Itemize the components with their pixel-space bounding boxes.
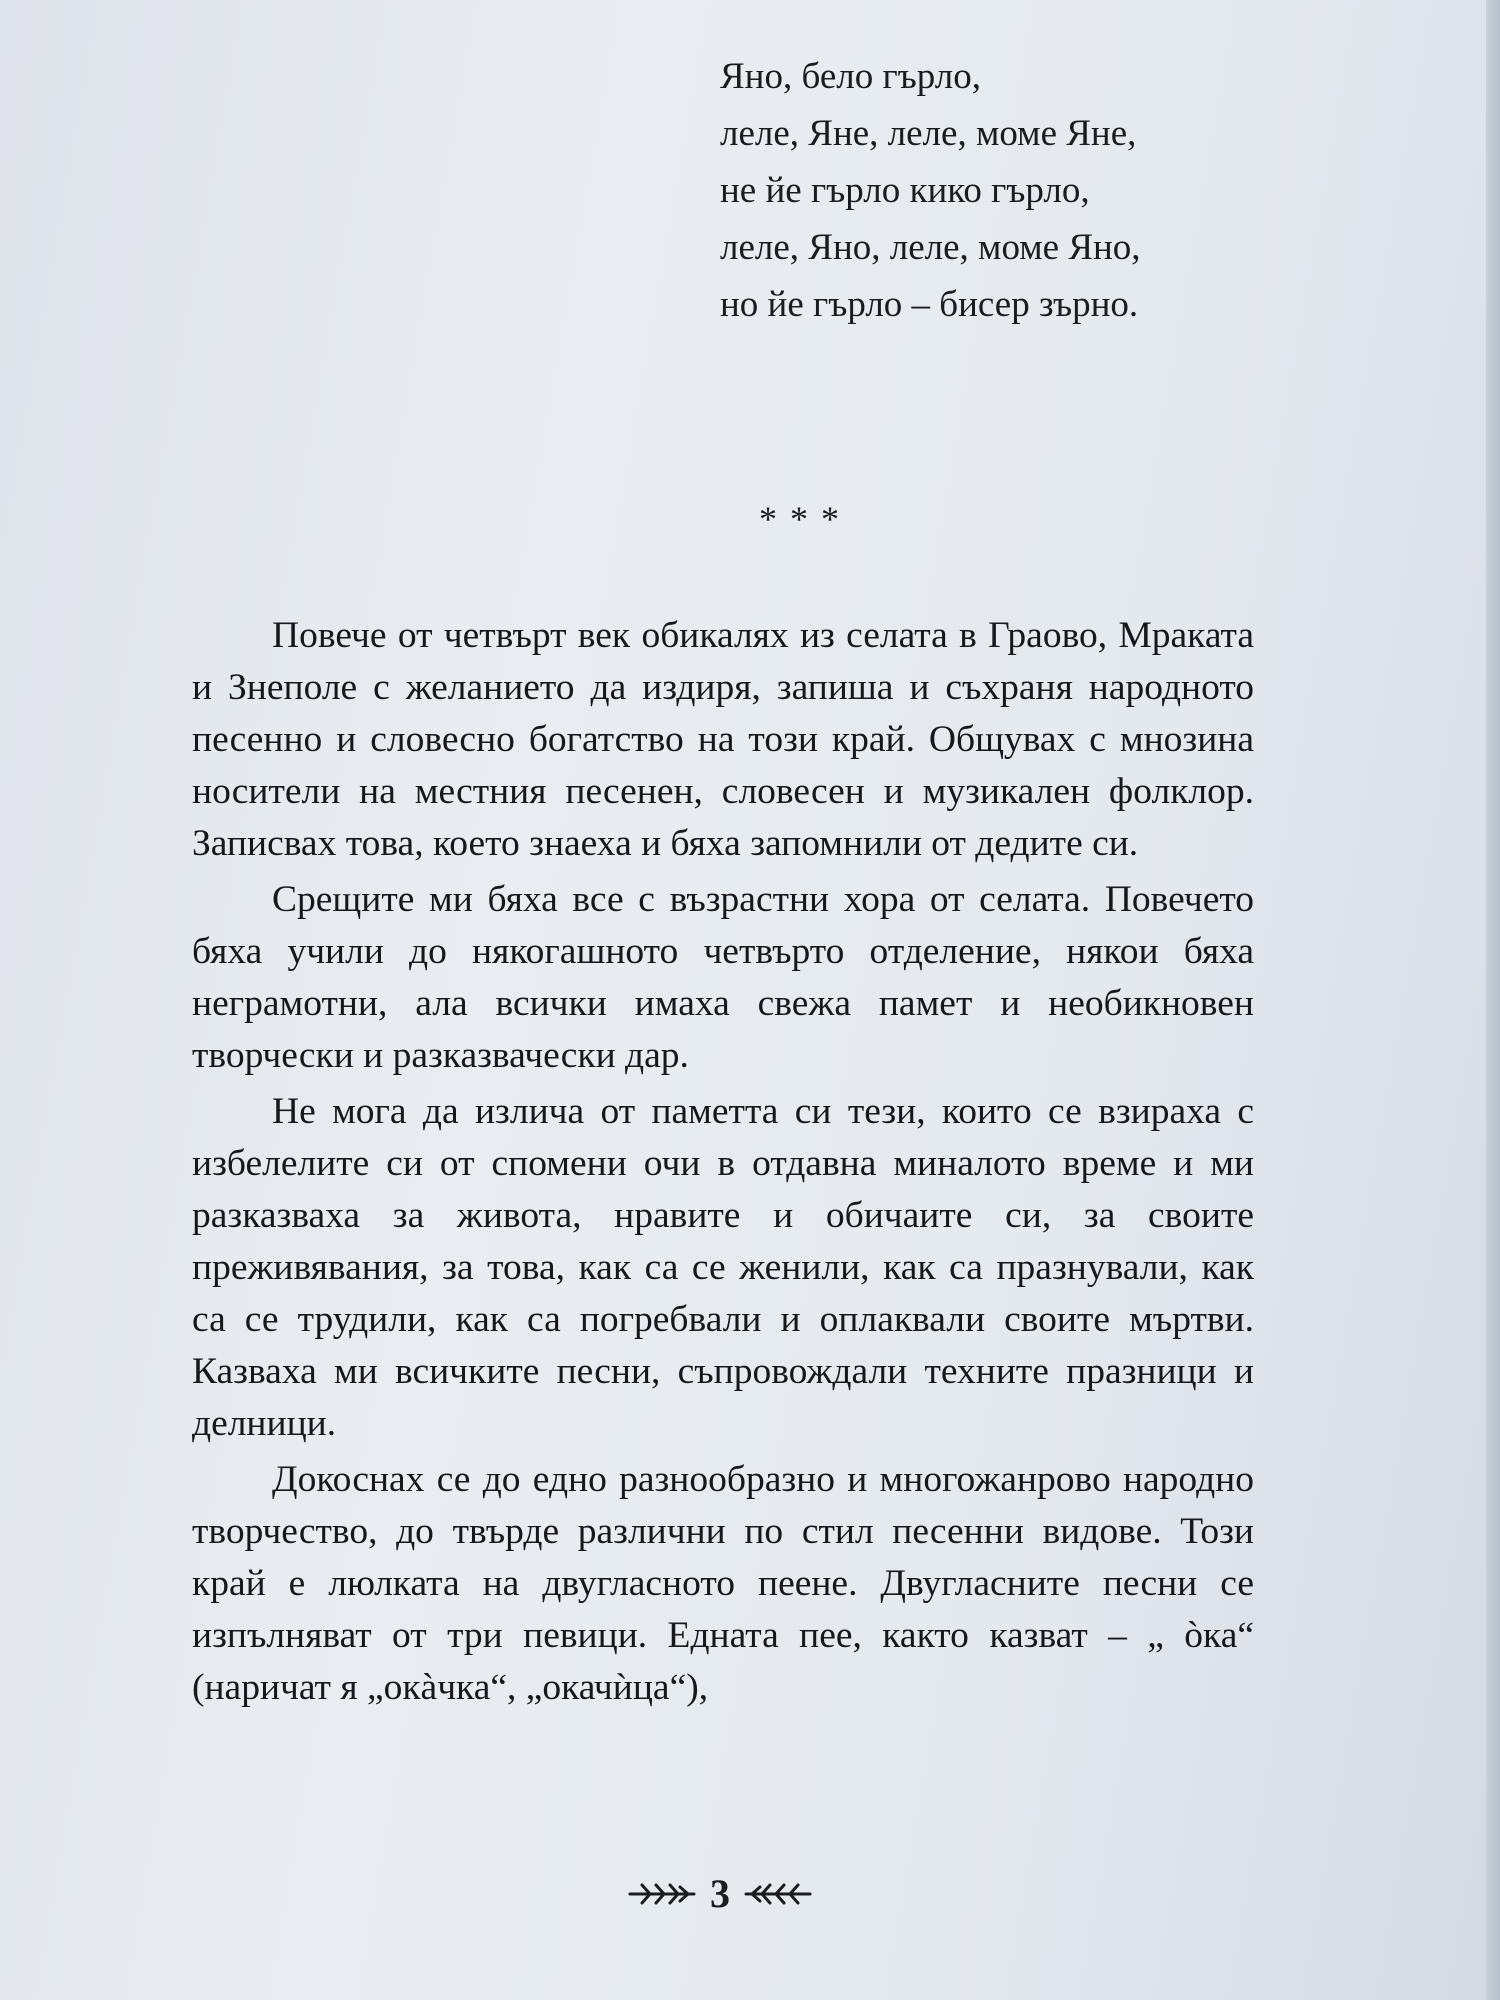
body-text bbox=[192, 610, 1254, 1718]
asterisk-separator: * * * bbox=[759, 499, 841, 539]
page-edge bbox=[1486, 0, 1500, 2000]
poem-line: но йе гърло – бисер зърно. bbox=[720, 284, 1139, 325]
paragraph: Повече от четвърт век обикалях из селата в Граово, Мраката и Знеполе с желанието да издиря, запиша и съхраня народното песенно и словесно богатство на този край. Общувах с мнозина носители на местния песенен, словесен и музикален фолклор. Записвах това, което знаеха и бяха запомнили от дедите си. bbox=[192, 615, 1254, 864]
paragraph: Докоснах се до едно разнообразно и многожанрово народно творчество, до твърде различни по стил песенни видове. Този край е люлката на двугласното пеене. Двугласните песни се изпълняват от три певици. Едната пее, както казват – „ òка“ (наричат я „окàчка“, „окачѝца“), bbox=[192, 1459, 1254, 1708]
poem-line: леле, Яно, леле, моме Яно, bbox=[720, 227, 1141, 268]
folk-ornament-left-icon bbox=[628, 1879, 698, 1909]
section-separator bbox=[0, 498, 1500, 540]
page-footer bbox=[0, 1870, 1470, 1917]
folk-ornament-right-icon bbox=[742, 1879, 812, 1909]
page-number: 3 bbox=[710, 1871, 730, 1916]
poem-line: Яно, бело гърло, bbox=[720, 56, 981, 97]
paragraph: Не мога да излича от паметта си тези, които се взираха с избелелите си от спомени очи в отдавна миналото време и ми разказваха за живота, нравите и обичаите си, за своите преживявания, за това, как са се женили, как са празнували, как са се трудили, как са погребвали и оплаквали своите мъртви. Казваха ми всичките песни, съпровождали техните празници и делници. bbox=[192, 1091, 1254, 1444]
poem-line: леле, Яне, леле, моме Яне, bbox=[720, 113, 1137, 154]
poem-stanza bbox=[720, 48, 1141, 333]
poem-line: не йе гърло кико гърло, bbox=[720, 170, 1090, 211]
paragraph: Срещите ми бяха все с възрастни хора от селата. Повечето бяха учили до някогашното четвърто отделение, някои бяха неграмотни, ала всички имаха свежа памет и необикновен творчески и разказвачески дар. bbox=[192, 879, 1254, 1076]
